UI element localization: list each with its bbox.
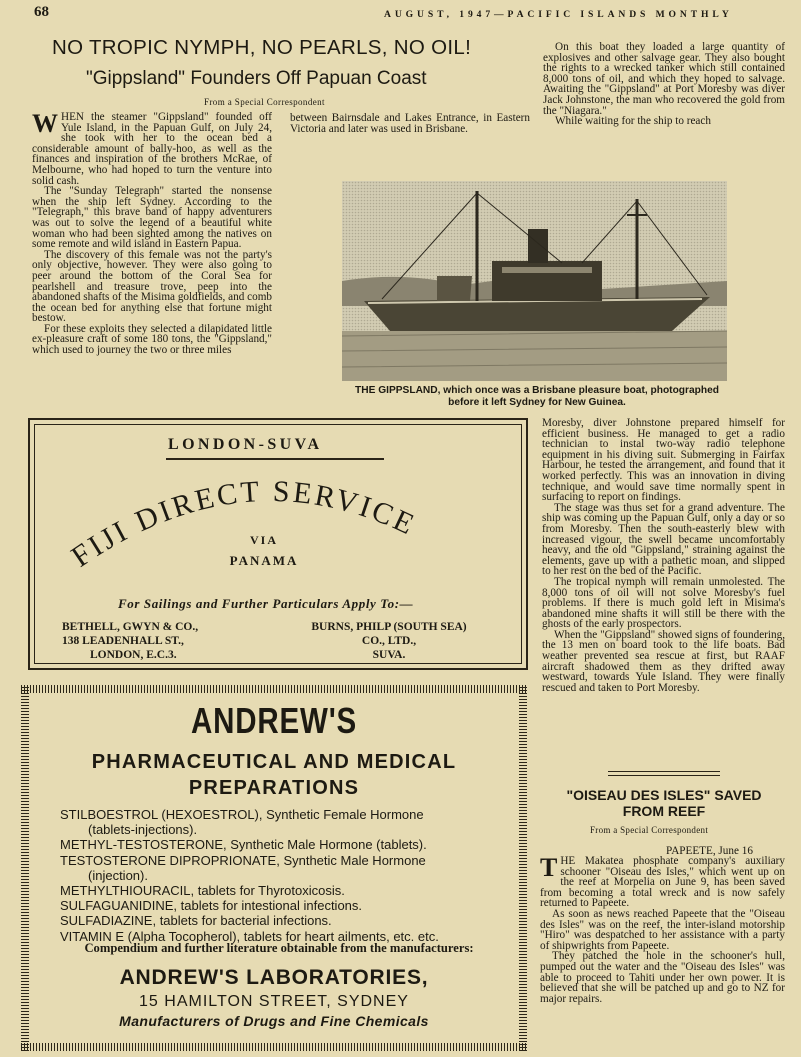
andrews-title: ANDREW'S: [190, 700, 358, 741]
article-paragraph: HE Makatea phosphate company's auxiliary schooner "Oiseau des Isles," which went up on the reef at Morpelia on June 9, has been saved from becoming a total wreck and is now safely returned to Papeete.: [540, 855, 785, 910]
article-column-1: [32, 109, 272, 357]
product-line: SULFAGUANIDINE, tablets for intestional infections.: [60, 898, 363, 914]
andrews-tagline: Manufacturers of Drugs and Fine Chemicals: [119, 1013, 429, 1029]
drop-cap: W: [32, 109, 58, 138]
ad-agent-london: [62, 620, 262, 662]
article-column-3-top: [543, 42, 785, 127]
andrews-address: 15 HAMILTON STREET, SYDNEY: [139, 993, 409, 1010]
andrews-subtitle: PHARMACEUTICAL AND MEDICAL: [91, 751, 457, 773]
ad-panama: PANAMA: [229, 553, 299, 568]
article-paragraph: The tropical nymph will remain unmolested. The 8,000 tons of oil will not solve Moresby's fuel problems. If there is much gold left in Misima's abandoned mine shafts it will still be there with the ghosts of the early prospectors.: [542, 575, 785, 631]
ad-sailings-line: For Sailings and Further Particulars Apply To:—: [118, 596, 414, 611]
article-paragraph: Moresby, diver Johnstone prepared himself for efficient business. He managed to get a radio technician to instal two-way radio telephone equipment in his diving suit. Submerging in Fairfax Harbour, he tested the arrangement, and found that it worked perfectly. This was an innovation in diving technique, and would save time normally spent in surfacing to report on findings.: [542, 417, 785, 504]
product-line: TESTOSTERONE DIPROPRIONATE, Synthetic Male Hormone: [60, 852, 426, 868]
running-head: AUGUST, 1947—PACIFIC ISLANDS MONTHLY: [384, 9, 733, 20]
ad-agent-suva: [284, 620, 494, 662]
agent-line: BURNS, PHILP (SOUTH SEA): [311, 621, 467, 633]
andrews-compendium: Compendium and further literature obtainable from the manufacturers:: [84, 941, 474, 955]
ad-via: VIA: [249, 533, 278, 547]
article-paragraph: As soon as news reached Papeete that the "Oiseau des Isles" was on the reef, the inter-island motorship "Hiro" was despatched to her assistance with a party of shipwrights from Papeete.: [540, 907, 785, 952]
article-subheadline: "Gippsland" Founders Off Papuan Coast: [86, 68, 427, 89]
product-line: (injection).: [88, 867, 148, 883]
article-paragraph: For these exploits they selected a dilapidated little ex-pleasure craft of some 180 tons, the "Gippsland," which used to journey the two or three miles: [32, 322, 272, 357]
ad-arc-text: FIJI DIRECT SERVICE: [65, 474, 422, 574]
product-line: SULFADIAZINE, tablets for bacterial infections.: [60, 913, 332, 929]
product-line: METHYL-TESTOSTERONE, Synthetic Male Hormone (tablets).: [60, 837, 427, 853]
andrews-product-list: [60, 807, 500, 944]
article-paragraph: While waiting for the ship to reach: [555, 115, 711, 128]
article-byline: From a Special Correspondent: [204, 97, 325, 107]
ad-route-title: LONDON-SUVA: [168, 436, 323, 453]
product-line: STILBOESTROL (HEXOESTROL), Synthetic Female Hormone: [60, 807, 424, 822]
section-divider: [608, 771, 720, 776]
article-headline: NO TROPIC NYMPH, NO PEARLS, NO OIL!: [52, 36, 472, 59]
oiseau-byline: From a Special Correspondent: [590, 825, 709, 835]
agent-line: 138 LEADENHALL ST.,: [62, 635, 184, 647]
article-paragraph: The discovery of this female was not the party's only objective, however. They were also going to peer around the bottom of the Coral Sea for pearlshell and treasure trove, peep into the abandoned shafts of the Misima goldfields, and comb the ocean bed for anything else that fortune might bestow.: [32, 248, 272, 325]
ad-border-top: [21, 685, 527, 693]
gippsland-photo: [342, 181, 727, 381]
article-paragraph: On this boat they loaded a large quantity of explosives and other salvage gear. They also bought the rights to a wrecked tanker which still contained 8,000 tons of oil, and which they hoped to salvage. Awaiting the "Gippsland" at Port Moresby was diver Jack Johnstone, the man who recovered the gold from the "Niagara.": [543, 41, 785, 117]
agent-line: LONDON, E.C.3.: [90, 649, 177, 661]
article-paragraph: The "Sunday Telegraph" started the nonsense when the ship left Sydney. According to the "Telegraph," this brave band of happy adventurers was out to solve the legend of a beautiful white woman who had been sighted among the natives on some remote and wild island in Eastern Papua.: [32, 185, 272, 251]
article-paragraph: between Bairnsdale and Lakes Entrance, in Eastern Victoria and later was used in Brisbane.: [290, 112, 530, 135]
oiseau-article-body: [540, 853, 785, 1005]
oiseau-dateline: PAPEETE, June 16: [666, 845, 753, 857]
ad-border-bottom: [21, 1043, 527, 1051]
article-column-3-continued: [542, 418, 785, 693]
andrews-lab-name: ANDREW'S LABORATORIES,: [119, 966, 429, 989]
ship-illustration: [342, 181, 727, 381]
page-number: 68: [34, 4, 49, 20]
ad-title-rule: [166, 458, 384, 460]
product-line: METHYLTHIOURACIL, tablets for Thyrotoxicosis.: [60, 883, 345, 899]
agent-line: SUVA.: [372, 649, 406, 661]
article-column-2: [290, 113, 530, 134]
product-line: VITAMIN E (Alpha Tocopherol), tablets for heart ailments, etc. etc.: [60, 928, 439, 944]
article-paragraph: When the "Gippsland" showed signs of foundering, the 13 men on board took to the life boats. Bad weather prevented sea rescue at first, but RAAF aircraft shadowed them as they drifted away westward, towards Yule Island. They were finally rescued and taken to Port Moresby.: [542, 628, 785, 694]
drop-cap: T: [540, 853, 558, 882]
article-paragraph: HEN the steamer "Gippsland" founded off Yule Island, in the Papuan Gulf, on July 24, she took with her to the ocean bed a considerable amount of bally-hoo, as well as the finances and inspiration of the brothers McRae, of Melbourne, who had hoped to turn the venture into solid cash.: [32, 111, 272, 187]
agent-line: BETHELL, GWYN & CO.,: [62, 621, 199, 633]
agent-line: CO., LTD.,: [361, 635, 417, 647]
product-line: (tablets-injections).: [88, 822, 198, 838]
oiseau-headline: "OISEAU DES ISLES" SAVED FROM REEF: [566, 787, 762, 819]
photo-caption: THE GIPPSLAND, which once was a Brisbane pleasure boat, photographed before it left Sydney for New Guinea.: [355, 385, 719, 408]
article-paragraph: They patched the hole in the schooner's hull, pumped out the water and the "Oiseau des Isles" was able to proceed to Tahiti under her own power. It is believed that she will be patched up and go to NZ for major repairs.: [540, 950, 785, 1005]
andrews-subtitle: PREPARATIONS: [188, 777, 360, 799]
article-paragraph: The stage was thus set for a grand adventure. The ship was coming up the Papuan Gulf, only a day or so from Moresby. Then the south-easterly blew with increased vigour, the swell became uncomfortably heavy, and the old "Gippsland," straining against the elements, gave up with a pathetic moan, and slipped to her rest on the bed of the Pacific.: [542, 501, 785, 578]
